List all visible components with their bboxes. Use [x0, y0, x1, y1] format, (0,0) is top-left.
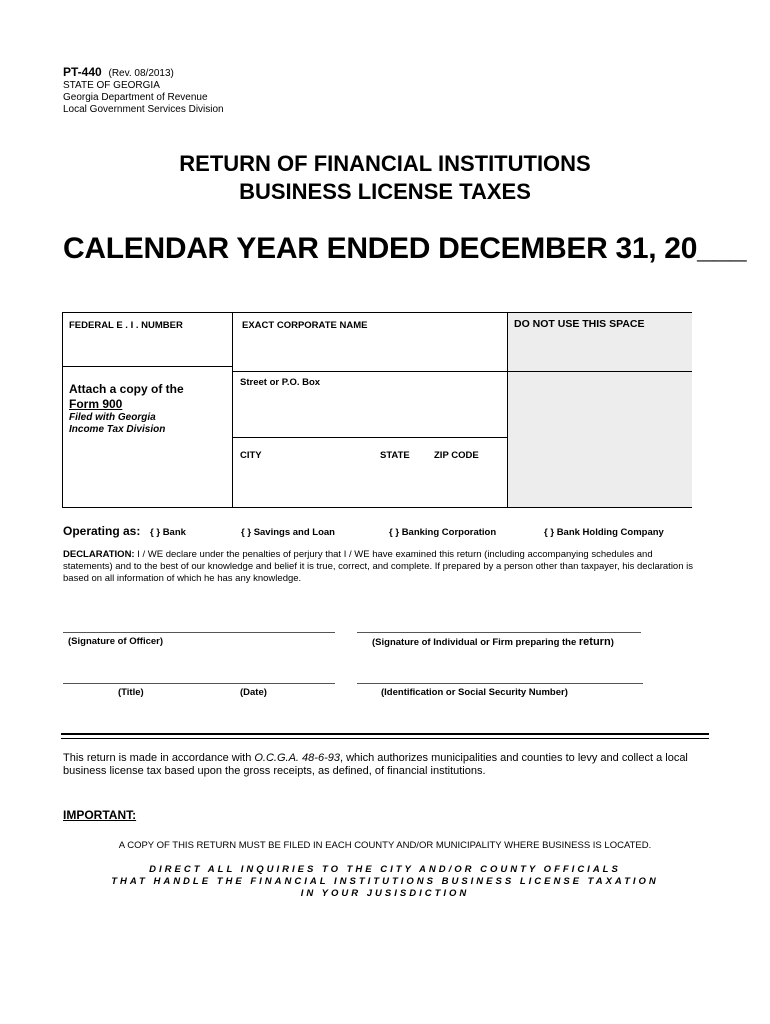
- date-label: (Date): [240, 687, 267, 698]
- street-label: Street or P.O. Box: [240, 377, 321, 388]
- operating-option-banking-corporation[interactable]: { } Banking Corporation: [389, 527, 497, 538]
- zip-code-label: ZIP CODE: [434, 450, 479, 461]
- state-label: STATE: [380, 450, 410, 461]
- form-title: [0, 150, 770, 206]
- corporate-name-field[interactable]: [240, 336, 502, 368]
- attach-form-900: Form 900: [69, 397, 123, 411]
- filed-with-note: [69, 412, 165, 436]
- filed-line-1: Filed with Georgia: [69, 412, 156, 423]
- street-field[interactable]: [240, 392, 502, 432]
- do-not-use-area-bottom: [507, 372, 692, 507]
- state-name: STATE OF GEORGIA: [63, 80, 160, 91]
- inquiries-notice: DIRECT ALL INQUIRIES TO THE CITY AND/OR COUNTY OFFICIALS THAT HANDLE THE FINANCIAL INSTITUTIONS BUSINESS LICENSE TAXATION IN YOUR JUSISDICTION: [111, 864, 659, 899]
- officer-signature-label: (Signature of Officer): [68, 636, 164, 647]
- division-name: Local Government Services Division: [63, 104, 224, 115]
- operating-option-bank[interactable]: { } Bank: [150, 527, 186, 538]
- title-date-line[interactable]: [63, 683, 335, 684]
- ocga-code: O.C.G.A. 48-6-93: [254, 752, 340, 764]
- declaration: [63, 549, 703, 585]
- state-field[interactable]: [378, 464, 428, 502]
- city-field[interactable]: [240, 464, 370, 502]
- filed-line-2: Income Tax Division: [69, 424, 166, 435]
- federal-ein-label: FEDERAL E . I . NUMBER: [69, 320, 183, 331]
- form-revision: (Rev. 08/2013): [108, 68, 174, 79]
- title-line-1: RETURN OF FINANCIAL INSTITUTIONS: [179, 151, 591, 176]
- preparer-signature-label: (Signature of Individual or Firm preparing the return): [372, 636, 614, 648]
- title-line-2: BUSINESS LICENSE TAXES: [239, 179, 531, 204]
- operating-option-savings-and-loan[interactable]: { } Savings and Loan: [241, 527, 335, 538]
- title-label: (Title): [118, 687, 144, 698]
- declaration-text: I / WE declare under the penalties of perjury that I / WE have examined this return (including accompanying schedules and statements) and to the best of our knowledge and belief it is true, correct, and complete. If prepared by a person other than taxpayer, his declaration is based on all information of which he has any knowledge.: [63, 549, 694, 584]
- copy-filing-notice: A COPY OF THIS RETURN MUST BE FILED IN EACH COUNTY AND/OR MUNICIPALITY WHERE BUSINESS IS LOCATED.: [118, 840, 652, 851]
- attach-instruction: [69, 382, 184, 412]
- checkbox-bracket[interactable]: { }: [241, 527, 252, 538]
- checkbox-bracket[interactable]: { }: [544, 527, 555, 538]
- attach-line-1: Attach a copy of the: [69, 382, 184, 396]
- important-heading: IMPORTANT:: [63, 808, 137, 822]
- checkbox-bracket[interactable]: { }: [389, 527, 400, 538]
- corporate-name-label: EXACT CORPORATE NAME: [242, 320, 368, 331]
- federal-ein-field[interactable]: [69, 336, 227, 362]
- ocga-notice: This return is made in accordance with O.C.G.A. 48-6-93, which authorizes municipalities and counties to levy and collect a local business license tax based upon the gross receipts, as defined, of financial institutions.: [63, 752, 688, 777]
- operating-as-label: Operating as:: [63, 524, 141, 538]
- form-id: PT-440: [63, 65, 102, 79]
- declaration-label: DECLARATION:: [63, 549, 135, 560]
- checkbox-bracket[interactable]: { }: [150, 527, 161, 538]
- id-number-label: (Identification or Social Security Number): [381, 687, 568, 698]
- preparer-signature-line[interactable]: [357, 632, 641, 633]
- form-header: [63, 66, 224, 116]
- do-not-use-label: DO NOT USE THIS SPACE: [514, 318, 645, 330]
- officer-signature-line[interactable]: [63, 632, 335, 633]
- calendar-year-heading: CALENDAR YEAR ENDED DECEMBER 31, 20___: [63, 232, 747, 265]
- city-label: CITY: [240, 450, 262, 461]
- id-number-line[interactable]: [357, 683, 643, 684]
- operating-option-bank-holding-company[interactable]: { } Bank Holding Company: [544, 527, 664, 538]
- section-divider: [61, 733, 709, 735]
- department-name: Georgia Department of Revenue: [63, 92, 208, 103]
- zip-code-field[interactable]: [432, 464, 502, 502]
